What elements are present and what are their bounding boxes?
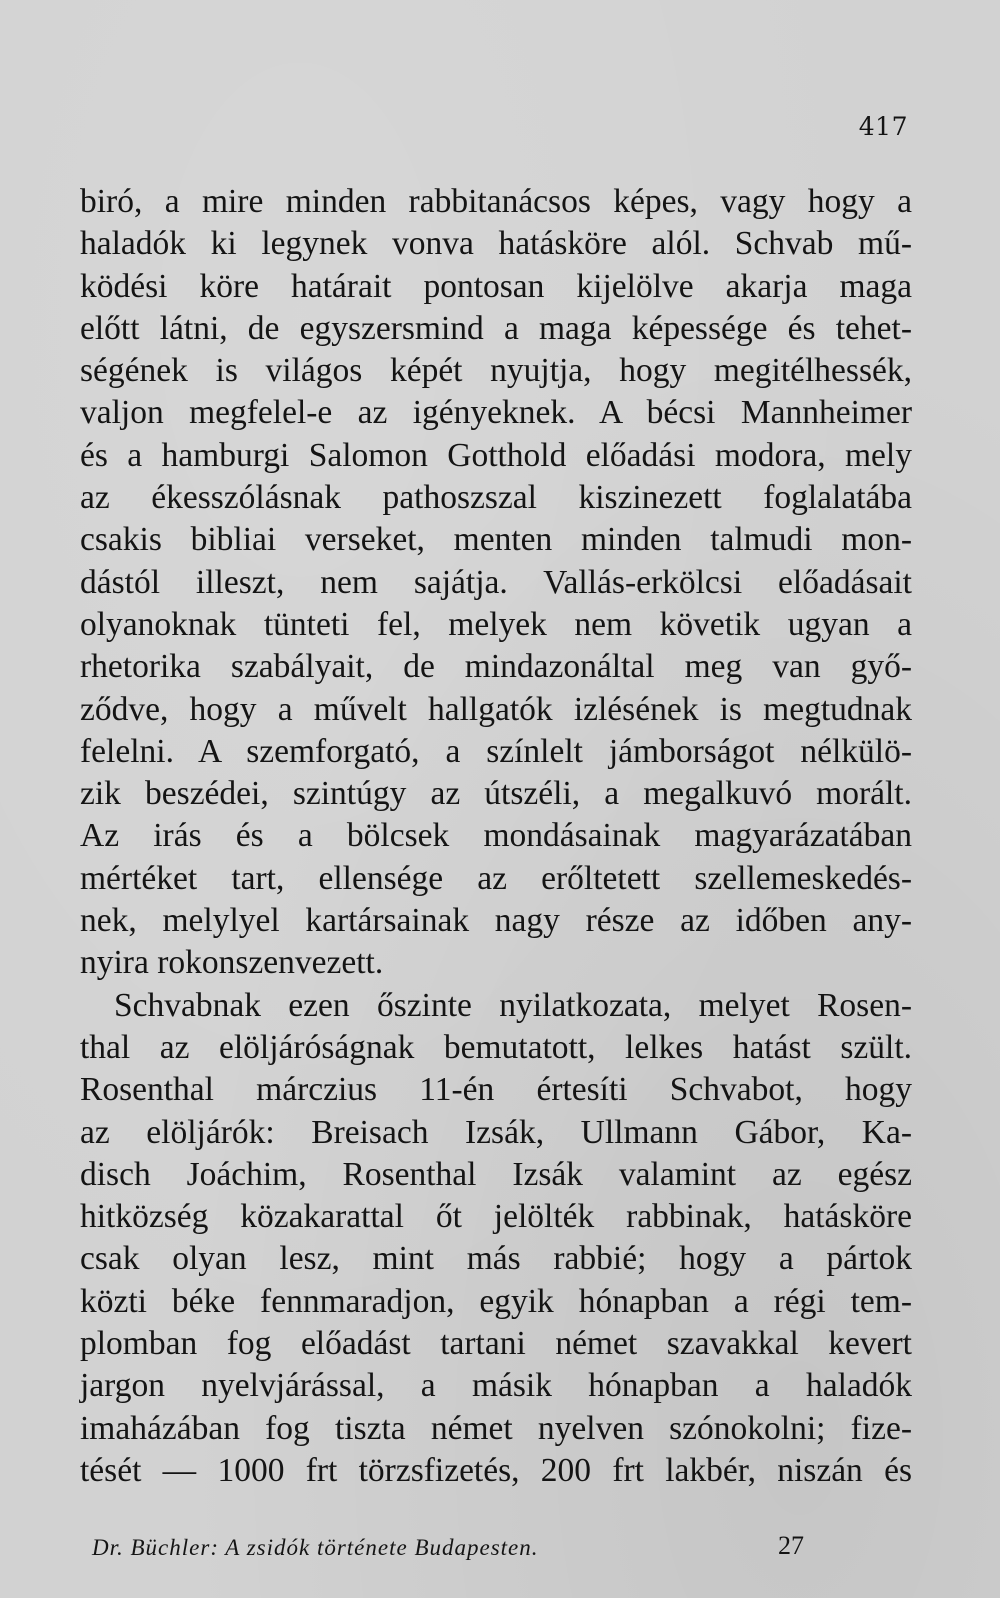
text-line: thal az elöljáróságnak bemutatott, lelkes hatást szült. — [80, 1028, 912, 1066]
text-line: ködési köre határait pontosan kijelölve akarja maga — [80, 267, 912, 305]
text-line: rhetorika szabályait, de mindazonáltal meg van győ- — [80, 648, 912, 686]
text-line: és a hamburgi Salomon Gotthold előadási modora, mely — [80, 436, 912, 474]
text-line: mértéket tart, ellensége az erőltetett szellemeskedés- — [80, 859, 912, 897]
text-line: hitközség közakarattal őt jelölték rabbinak, hatásköre — [80, 1198, 912, 1236]
text-line: imaházában fog tiszta német nyelven szónokolni; fize- — [80, 1409, 912, 1447]
text-line: plomban fog előadást tartani német szavakkal kevert — [80, 1325, 912, 1363]
text-line: olyanoknak tünteti fel, melyek nem követik ugyan a — [80, 605, 912, 643]
text-line: biró, a mire minden rabbitanácsos képes, vagy hogy a — [80, 183, 912, 220]
paragraph-end-line: nyira rokonszenvezett. — [80, 944, 384, 982]
text-line: jargon nyelvjárással, a másik hónapban a haladók — [80, 1367, 912, 1405]
paragraph-start-line: Schvabnak ezen őszinte nyilatkozata, melyet Rosen- — [114, 986, 912, 1024]
body-text — [80, 181, 912, 1492]
text-line: nek, melylyel kartársainak nagy része az időben any- — [80, 902, 912, 940]
text-line: dástól illeszt, nem sajátja. Vallás-erkölcsi előadásait — [80, 563, 912, 601]
text-line: felelni. A szemforgató, a színlelt jámborságot nélkülö- — [80, 732, 912, 770]
text-line: az ékesszólásnak pathoszszal kiszinezett foglalatába — [80, 479, 912, 517]
text-line: valjon megfelel-e az igényeknek. A bécsi Mannheimer — [80, 394, 912, 432]
page-number: 417 — [858, 112, 908, 141]
text-line: haladók ki legynek vonva hatásköre alól. Schvab mű- — [80, 225, 912, 263]
text-line: előtt látni, de egyszersmind a maga képessége és tehet- — [80, 309, 912, 347]
text-line: csakis bibliai verseket, menten minden talmudi mon- — [80, 521, 912, 559]
text-line: tését — 1000 frt törzsfizetés, 200 frt lakbér, niszán és — [80, 1451, 912, 1489]
text-line: csak olyan lesz, mint más rabbié; hogy a pártok — [80, 1240, 912, 1278]
text-line: Rosenthal márczius 11-én értesíti Schvabot, hogy — [80, 1071, 912, 1109]
text-line: Az irás és a bölcsek mondásainak magyarázatában — [80, 817, 912, 855]
text-line: zik beszédei, szintúgy az útszéli, a megalkuvó morált. — [80, 775, 912, 813]
text-line: közti béke fennmaradjon, egyik hónapban a régi tem- — [80, 1282, 912, 1320]
text-line: disch Joáchim, Rosenthal Izsák valamint az egész — [80, 1155, 912, 1193]
printer-signature-mark: 27 — [778, 1531, 804, 1560]
text-line: ződve, hogy a művelt hallgatók izlésének is megtudnak — [80, 690, 912, 728]
footer-citation: Dr. Büchler: A zsidók története Budapesten. — [92, 1535, 539, 1560]
text-line: ségének is világos képét nyujtja, hogy megitélhessék, — [80, 352, 912, 390]
text-line: az elöljárók: Breisach Izsák, Ullmann Gábor, Ka- — [80, 1113, 912, 1151]
